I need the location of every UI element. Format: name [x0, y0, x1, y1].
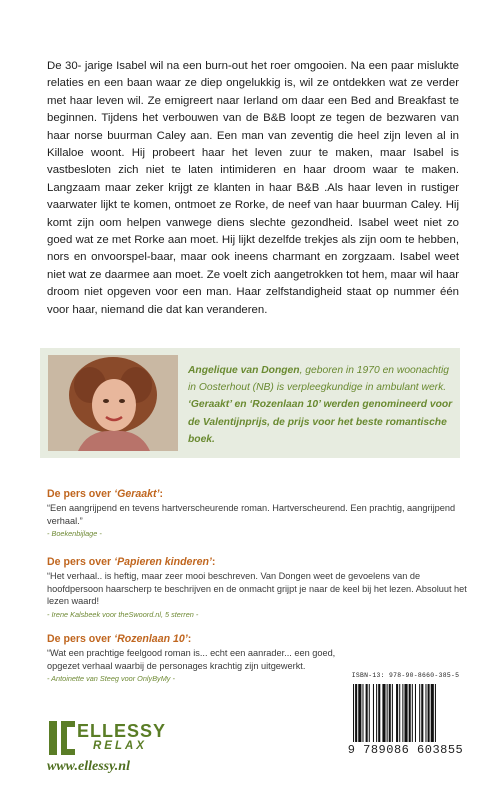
author-portrait-image	[48, 355, 178, 451]
press-source: - Irene Kalsbeek voor theSwoord.nl, 5 sterren -	[47, 609, 199, 619]
barcode-bar	[378, 684, 380, 742]
barcode-bar	[358, 684, 361, 742]
barcode-bar	[399, 684, 400, 742]
press-review-geraakt	[47, 488, 467, 538]
barcode-bar	[362, 684, 363, 742]
press-review-papieren-kinderen	[47, 556, 467, 619]
publisher-imprint: RELAX	[93, 740, 147, 752]
barcode-bar	[392, 684, 393, 742]
barcode-number: 9 789086 603855	[347, 743, 464, 757]
press-quote: “Een aangrijpend en tevens hartverscheurende roman. Hartverscheurend. Een prachtig, aangrijpend verhaal.”	[47, 503, 456, 526]
author-name: Angelique van Dongen	[188, 365, 300, 376]
barcode-bar	[396, 684, 398, 742]
press-quote: “Het verhaal.. is heftig, maar zeer mooi beschreven. Van Dongen weet de gevoelens van de hoofdpersoon haarscherp te beschrijven en de onmacht grijpt je naar de keel bij het lezen. Absoluut het lezen waard!	[47, 571, 467, 607]
ellessy-logo-icon	[47, 719, 77, 759]
barcode-bar	[355, 684, 357, 742]
press-title: De pers over ‘Geraakt’:	[47, 488, 164, 500]
author-box	[40, 348, 460, 458]
publisher-url[interactable]: www.ellessy.nl	[47, 759, 130, 774]
press-review-rozenlaan-10	[47, 633, 337, 683]
barcode-bar	[415, 684, 416, 742]
barcode-bar	[419, 684, 420, 742]
barcode-bar	[369, 684, 370, 742]
barcode-bar	[402, 684, 403, 742]
barcode-box	[345, 672, 466, 762]
author-photo	[48, 355, 178, 451]
press-source: - Antoinette van Steeg voor OnlyByMy -	[47, 674, 175, 684]
barcode-bar	[409, 684, 411, 742]
barcode-bars	[351, 684, 463, 742]
press-source: - Boekenbijlage -	[47, 529, 102, 539]
barcode-bar	[376, 684, 377, 742]
barcode-bar	[404, 684, 407, 742]
barcode-bar	[431, 684, 434, 742]
isbn-text: ISBN-13: 978-90-8660-385-5	[351, 672, 460, 679]
press-title: De pers over ‘Rozenlaan 10’:	[47, 633, 192, 645]
barcode-bar	[389, 684, 391, 742]
author-bio-details: , geboren in 1970 en woonachtig in Oosterhout (NB) is verpleegkundige in ambulant werk.	[188, 365, 449, 394]
barcode-bar	[425, 684, 426, 742]
barcode-bar	[366, 684, 368, 742]
barcode-bar	[382, 684, 385, 742]
synopsis-text: De 30- jarige Isabel wil na een burn-out het roer omgooien. Na een paar mislukte relaties en een baan waar ze diep ongelukkig is, wil ze ontdekken wat ze verder met haar leven wil. Ze emigreert naar Ierland om daar een Bed and Breakfast te beginnen. Tijdens het verbouwen van de B&B loopt ze tegen de bezwaren van haar norse buurman Caley aan. Een man van zeventig die heel zijn leven al in Killaloe woont. Hij probeert haar het leven zuur te maken, maar Isabel is vastbesloten zich niet te laten intimideren en haar droom waar te maken. Langzaam maar zeker krijgt ze klanten in haar B&B .Als haar leven in rustiger vaarwater lijkt te komen, ontmoet ze Rorke, de neef van haar buurman Caley. Hij komt zijn oom helpen vanwege diens slechte gezondheid. Isabel weet niet zo goed wat ze met Rorke aan moet. Hij lijkt dezelfde trekjes als zijn oom te hebben, nors en onvoorspel-baar, maar ook ineens charmant en zorgzaam. Isabel weet niet wat ze daarmee aan moet. Ze voelt zich aangetrokken tot hem, maar wil haar droom niet opgeven voor een man. Haar zelfstandigheid staat op nummer één voor haar, niemand die dat kan veranderen.	[47, 60, 459, 316]
barcode-bar	[412, 684, 413, 742]
press-title: De pers over ‘Papieren kinderen’:	[47, 556, 216, 568]
author-nomination: ‘Geraakt’ en ‘Rozenlaan 10’ werden genomineerd voor de Valentijnprijs, de prijs voor het beste romantische boek.	[188, 399, 453, 445]
barcode-bar	[373, 684, 374, 742]
author-bio	[188, 362, 454, 448]
barcode-bar	[428, 684, 430, 742]
press-quote: “Wat een prachtige feelgood roman is... echt een aanrader... een goed, opgezet verhaal waarbij de personages krachtig zijn uitgewerkt.	[47, 648, 336, 671]
publisher-brand: ELLESSY	[77, 721, 167, 741]
barcode-bar	[387, 684, 388, 742]
barcode-bar	[421, 684, 423, 742]
barcode-bar	[353, 684, 354, 742]
barcode-bar	[435, 684, 436, 742]
